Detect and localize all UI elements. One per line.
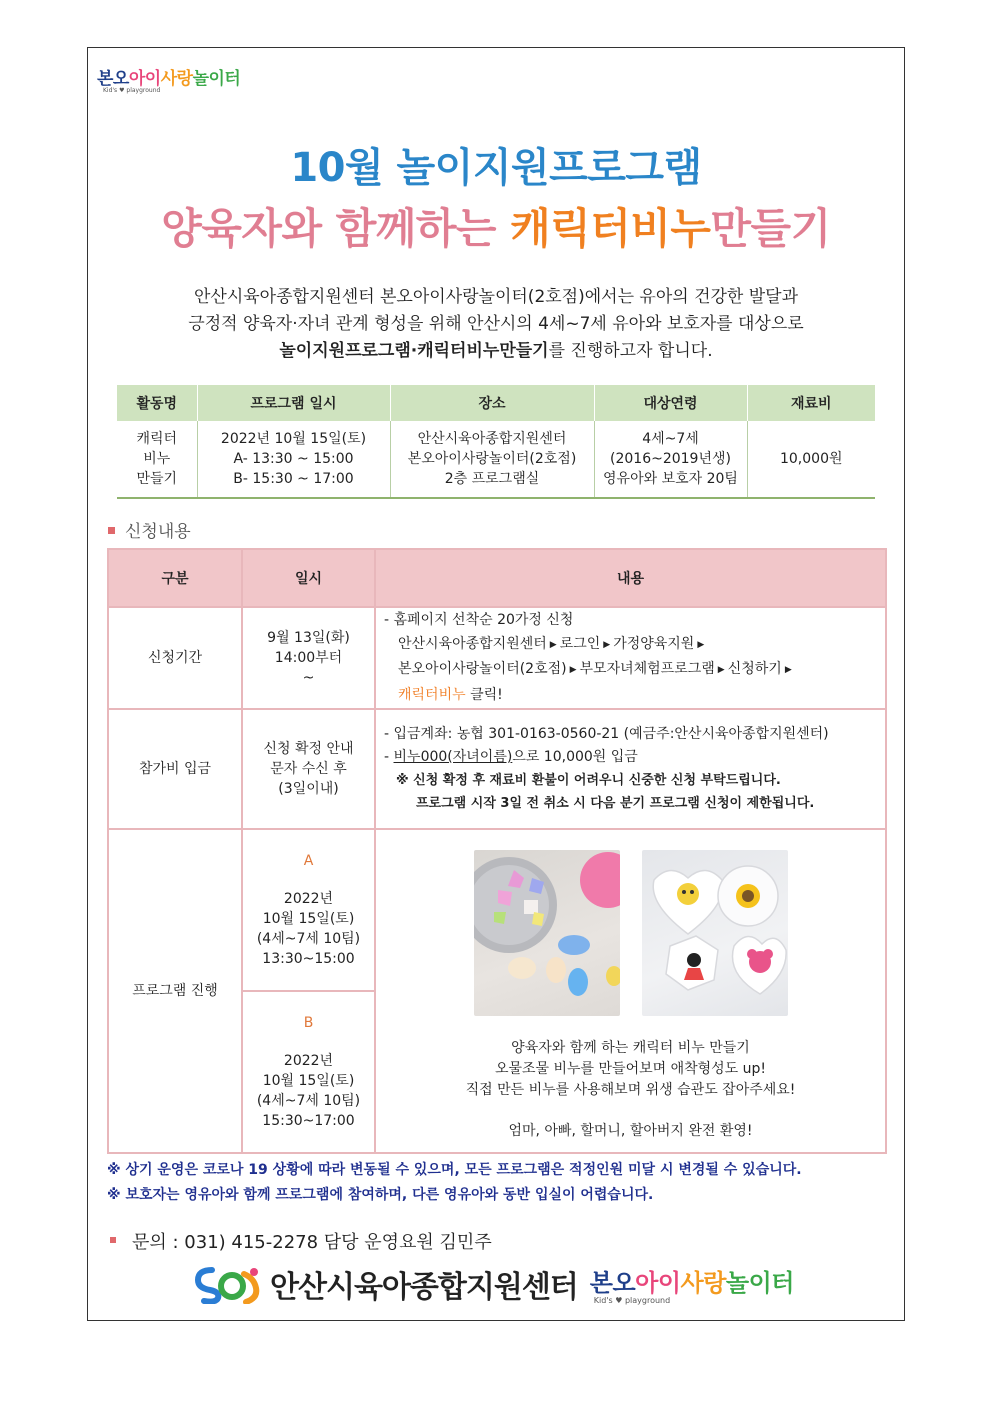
arrow-right-icon: ▶ bbox=[569, 665, 577, 675]
page-subtitle: 양육자와 함께하는 캐릭터비누만들기 bbox=[161, 204, 831, 253]
arrow-right-icon: ▶ bbox=[717, 665, 725, 675]
activity-place: 안산시육아종합지원센터 본오아이사랑놀이터(2호점) 2층 프로그램실 bbox=[390, 421, 594, 498]
activity-fee: 10,000원 bbox=[747, 421, 875, 498]
arrow-right-icon: ▶ bbox=[784, 665, 792, 675]
playground-logo-top: 본오아이사랑놀이터 Kid's ♥ playground bbox=[97, 69, 241, 94]
application-table bbox=[107, 548, 887, 1154]
period-date: 9월 13일(화) 14:00부터 ~ bbox=[242, 607, 375, 709]
activity-table bbox=[117, 385, 875, 499]
contact-info: 문의 : 031) 415-2278 담당 운영요원 김민주 bbox=[110, 1228, 492, 1254]
payment-label: 참가비 입금 bbox=[108, 709, 242, 829]
footnote-covid: ※ 상기 운영은 코로나 19 상황에 따라 변동될 수 있으며, 모든 프로그램은 적정인원 미달 시 변경될 수 있습니다. bbox=[107, 1162, 802, 1178]
activity-age: 4세~7세 (2016~2019년생) 영유아와 보호자 20팀 bbox=[594, 421, 747, 498]
logo-tagline: Kid's ♥ playground bbox=[103, 87, 161, 94]
character-soap-link: 캐릭터비누 bbox=[398, 686, 466, 703]
section-heading: 신청내용 bbox=[108, 517, 191, 542]
refund-notice: ※ 신청 확정 후 재료비 환불이 어려우니 신중한 신청 부탁드립니다. bbox=[396, 773, 781, 788]
footnote-guardian: ※ 보호자는 영유아와 함께 프로그램에 참여하며, 다른 영유아와 동반 입실이 어렵습니다. bbox=[107, 1187, 654, 1203]
footer-logo: 안산시육아종합지원센터 본오아이사랑놀이터 Kid's ♥ playground bbox=[192, 1262, 794, 1306]
center-name: 안산시육아종합지원센터 bbox=[270, 1270, 578, 1305]
program-session-a: A 2022년 10월 15일(토) (4세~7세 10팀) 13:30~15:00 bbox=[242, 829, 375, 991]
arrow-right-icon: ▶ bbox=[603, 639, 611, 650]
program-content bbox=[375, 829, 886, 1153]
table-row bbox=[108, 709, 886, 829]
header-fee: 재료비 bbox=[747, 385, 875, 421]
header-place: 장소 bbox=[390, 385, 594, 421]
program-description: 양육자와 함께 하는 캐릭터 비누 만들기 오물조물 비누를 만들어보며 애착형성도 up! 직접 만든 비누를 사용해보며 위생 습관도 잡아주세요! 엄마, 아빠, 할머니, 할아버지 완전 환영! bbox=[465, 1040, 796, 1139]
table-row bbox=[108, 607, 886, 709]
soap-photo-shapes bbox=[642, 850, 788, 1016]
page-title: 10월 놀이지원프로그램 bbox=[290, 145, 702, 191]
payment-content: - 입금계좌: 농협 301-0163-0560-21 (예금주:안산시육아종합지원센터) - 비누000(자녀이름)으로 10,000원 입금 ※ 신청 확정 후 재료비 환불이 어려우니 신중한 신청 부탁드립니다. 프로그램 시작 3일 전 취소 시 다음 분기 프로그램 신청이 제한됩니다. bbox=[375, 709, 886, 829]
table-row bbox=[108, 829, 886, 991]
activity-datetime: 2022년 10월 15일(토) A- 13:30 ~ 15:00 B- 15:30 ~ 17:00 bbox=[197, 421, 390, 498]
activity-name: 캐릭터 비누 만들기 bbox=[117, 421, 197, 498]
square-bullet-icon bbox=[108, 527, 115, 534]
arrow-right-icon: ▶ bbox=[697, 639, 705, 650]
payment-date: 신청 확정 안내 문자 수신 후 (3일이내) bbox=[242, 709, 375, 829]
period-label: 신청기간 bbox=[108, 607, 242, 709]
soap-photo-tin bbox=[474, 850, 620, 1016]
arrow-right-icon: ▶ bbox=[549, 639, 557, 650]
cancel-notice: 프로그램 시작 3일 전 취소 시 다음 분기 프로그램 신청이 제한됩니다. bbox=[416, 796, 815, 811]
header-content: 내용 bbox=[375, 549, 886, 607]
intro-paragraph: 안산시육아종합지원센터 본오아이사랑놀이터(2호점)에서는 유아의 건강한 발달과 긍정적 양육자·자녀 관계 형성을 위해 안산시의 4세~7세 유아와 보호자를 대상으로 놀이지원프로그램·캐릭터비누만들기를 진행하고자 합니다. bbox=[188, 287, 804, 361]
square-bullet-icon bbox=[110, 1237, 116, 1243]
header-category: 구분 bbox=[108, 549, 242, 607]
table-row bbox=[117, 421, 875, 498]
header-age: 대상연령 bbox=[594, 385, 747, 421]
header-datetime: 프로그램 일시 bbox=[197, 385, 390, 421]
header-date: 일시 bbox=[242, 549, 375, 607]
period-content: - 홈페이지 선착순 20가정 신청 안산시육아종합지원센터 ▶ 로그인 ▶ 가정양육지원 ▶ 본오아이사랑놀이터(2호점) ▶ 부모자녀체험프로그램 ▶ 신청하기 ▶ 캐릭터비누 클릭! bbox=[375, 607, 886, 709]
header-activity: 활동명 bbox=[117, 385, 197, 421]
program-session-b: B 2022년 10월 15일(토) (4세~7세 10팀) 15:30~17:00 bbox=[242, 991, 375, 1153]
program-label: 프로그램 진행 bbox=[108, 829, 242, 1153]
center-emblem-icon bbox=[192, 1264, 262, 1304]
